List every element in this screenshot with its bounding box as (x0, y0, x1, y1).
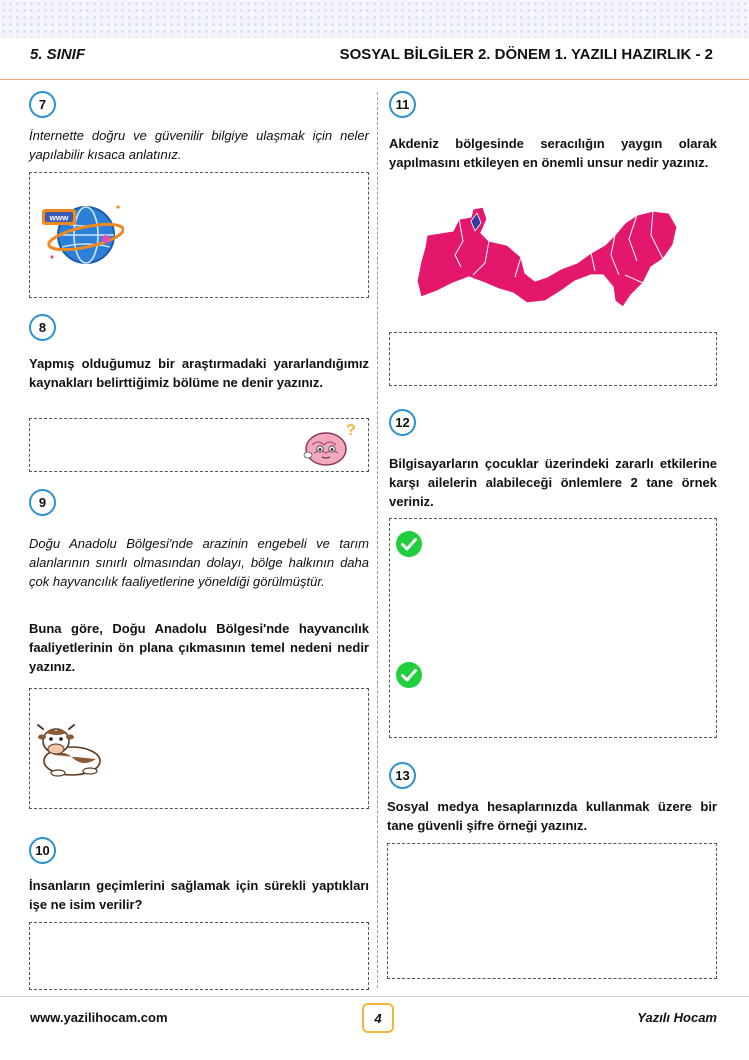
answer-box-12[interactable] (389, 518, 717, 738)
globe-www-icon (38, 199, 124, 271)
grade-label: 5. SINIF (30, 46, 86, 63)
question-number-7: 7 (29, 91, 56, 118)
svg-text:?: ? (346, 422, 356, 439)
question-9-intro: Doğu Anadolu Bölgesi'nde arazinin engebeli ve tarım alanlarının sınırlı olmasından dolayı, bölge halkının daha çok hayvancılık faaliyetlerine yöneldiği görülmüştür. (29, 536, 369, 589)
column-divider (377, 92, 378, 988)
answer-box-8[interactable] (29, 418, 369, 472)
check-circle-icon (396, 531, 422, 557)
answer-box-11[interactable] (389, 332, 717, 386)
svg-text:www: www (49, 213, 69, 223)
question-number-12: 12 (389, 409, 416, 436)
answer-box-7[interactable] (29, 172, 369, 298)
page-number-badge: 4 (362, 1003, 394, 1033)
decorative-dot-band (0, 0, 749, 40)
cow-icon (34, 715, 106, 779)
exam-title: SOSYAL BİLGİLER 2. DÖNEM 1. YAZILI HAZIRLIK - 2 (339, 46, 713, 63)
question-13-text: Sosyal medya hesaplarınızda kullanmak üzere bir tane güvenli şifre örneği yazınız. (387, 799, 717, 833)
question-number-8: 8 (29, 314, 56, 341)
page-header (0, 38, 749, 80)
question-8-text: Yapmış olduğumuz bir araştırmadaki yararlandığımız kaynakları belirttiğimiz bölüme ne denir yazınız. (29, 356, 369, 390)
answer-box-13[interactable] (387, 843, 717, 979)
footer-divider (0, 996, 749, 997)
answer-box-9[interactable] (29, 688, 369, 809)
footer-brand: Yazılı Hocam (637, 1010, 717, 1025)
thinking-brain-icon (300, 421, 358, 471)
question-number-11: 11 (389, 91, 416, 118)
check-circle-icon (396, 662, 422, 688)
question-7-text: İnternette doğru ve güvenilir bilgiye ulaşmak için neler yapılabilir kısaca anlatınız. (29, 128, 369, 162)
answer-box-10[interactable] (29, 922, 369, 990)
question-number-10: 10 (29, 837, 56, 864)
question-12-text: Bilgisayarların çocuklar üzerindeki zararlı etkilerine karşı ailelerin alabileceği önlemlere 2 tane örnek veriniz. (389, 456, 717, 509)
mediterranean-region-map (415, 205, 685, 315)
footer-website: www.yazilihocam.com (30, 1010, 168, 1025)
question-11-text: Akdeniz bölgesinde seracılığın yaygın olarak yapılmasını etkileyen en önemli unsur nedir yazınız. (389, 136, 717, 170)
question-10-text: İnsanların geçimlerini sağlamak için sürekli yaptıkları işe ne isim verilir? (29, 878, 369, 912)
question-number-9: 9 (29, 489, 56, 516)
question-number-13: 13 (389, 762, 416, 789)
question-9-text: Buna göre, Doğu Anadolu Bölgesi'nde hayvancılık faaliyetlerinin ön plana çıkmasının temel nedeni nedir yazınız. (29, 621, 369, 674)
